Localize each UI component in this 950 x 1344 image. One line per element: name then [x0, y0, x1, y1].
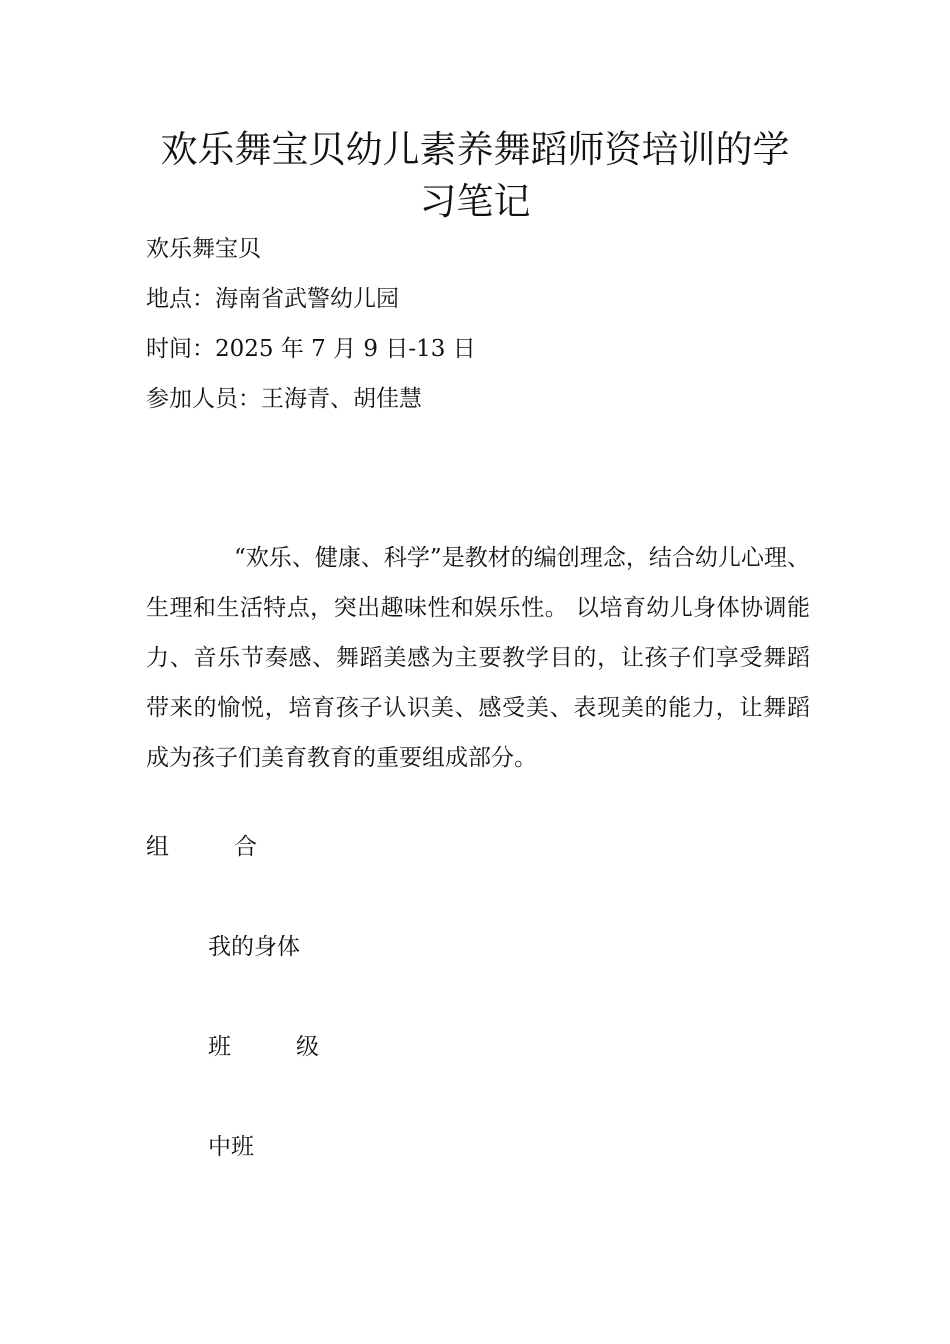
class-label	[208, 1032, 319, 1062]
class-value: 中班	[208, 1134, 254, 1160]
class-label-char-2: 级	[296, 1034, 319, 1060]
combo-value: 我的身体	[208, 934, 300, 960]
body-paragraph: “欢乐、健康、科学”是教材的编创理念，结合幼儿心理、生理和生活特点，突出趣味性和娱乐性。 以培育幼儿身体协调能力、音乐节奏感、舞蹈美感为主要教学目的，让孩子们享受舞蹈带来的愉悦，培育孩子认识美、感受美、表现美的能力，让舞蹈成为孩子们美育教育的重要组成部分。	[146, 545, 810, 771]
location-line: 地点：海南省武警幼儿园	[146, 286, 399, 312]
title-line-2: 习笔记	[419, 180, 531, 223]
title-line-1: 欢乐舞宝贝幼儿素养舞蹈师资培训的学	[160, 128, 790, 171]
class-label-char-1: 班	[208, 1034, 231, 1060]
time-line: 时间：2025 年 7 月 9 日-13 日	[146, 336, 476, 362]
combo-label-char-1: 组	[146, 834, 169, 860]
participants-line: 参加人员：王海青、胡佳慧	[146, 386, 422, 412]
combo-label	[146, 832, 257, 862]
org-name: 欢乐舞宝贝	[146, 236, 261, 262]
document-title	[100, 124, 850, 228]
combo-label-char-2: 合	[234, 834, 257, 860]
